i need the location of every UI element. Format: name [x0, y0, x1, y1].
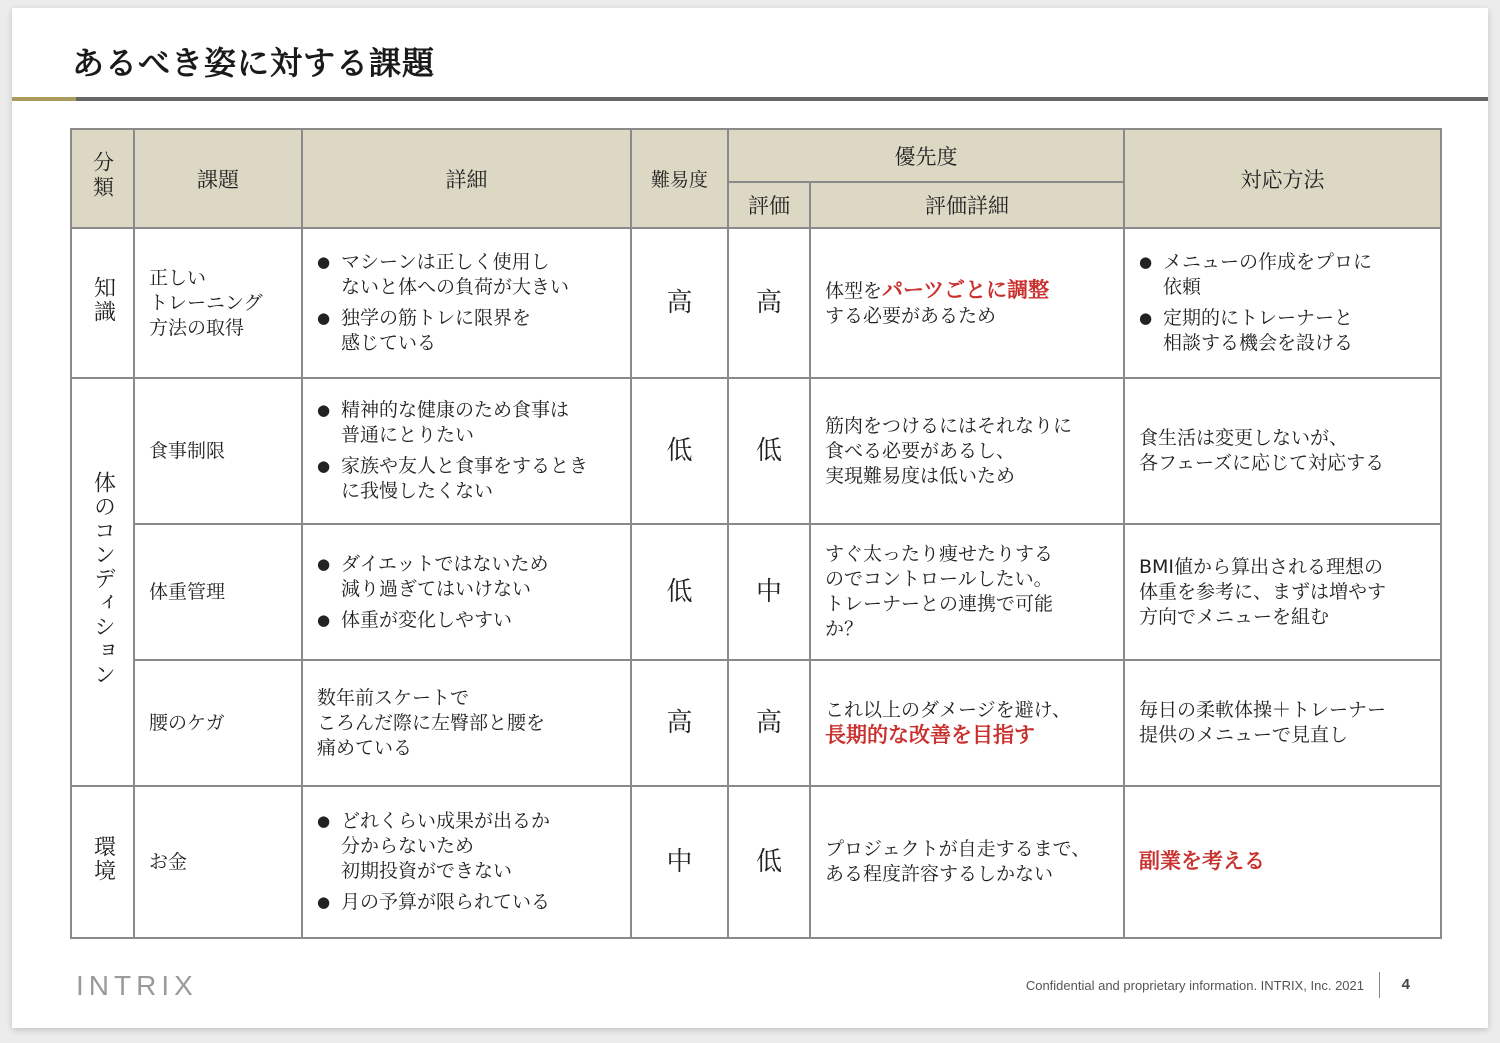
evaluation-cell: 低 — [728, 786, 810, 938]
difficulty-cell: 低 — [631, 524, 728, 660]
header-difficulty: 難易度 — [631, 129, 728, 228]
detail-bullet: ● 家族や友人と食事をするとき に我慢したくない — [317, 454, 620, 504]
issue-cell: 体重管理 — [134, 524, 302, 660]
solution-bullet: ● メニューの作成をプロに 依頼 — [1139, 250, 1430, 300]
evaluation-cell: 中 — [728, 524, 810, 660]
evaluation-cell: 高 — [728, 660, 810, 786]
difficulty-cell: 中 — [631, 786, 728, 938]
evaluation-cell: 低 — [728, 378, 810, 524]
footer-divider — [1379, 972, 1380, 998]
title-rule — [12, 97, 1488, 101]
header-evaluation: 評価 — [728, 182, 810, 228]
evaluation-detail-cell: すぐ太ったり痩せたりする のでコントロールしたい。 トレーナーとの連携で可能 か？ — [810, 524, 1124, 660]
detail-bullet: ● 体重が変化しやすい — [317, 608, 620, 633]
table-row — [71, 228, 1441, 378]
detail-cell — [302, 378, 631, 524]
detail-bullet: ● 独学の筋トレに限界を 感じている — [317, 306, 620, 356]
evaluation-cell: 高 — [728, 228, 810, 378]
page-number: 4 — [1401, 976, 1410, 993]
detail-bullet: ● どれくらい成果が出るか 分からないため 初期投資ができない — [317, 809, 620, 884]
detail-cell — [302, 228, 631, 378]
evaluation-detail-cell: 筋肉をつけるにはそれなりに 食べる必要があるし、 実現難易度は低いため — [810, 378, 1124, 524]
header-evaluation-detail: 評価詳細 — [810, 182, 1124, 228]
issue-cell: 腰のケガ — [134, 660, 302, 786]
title-rule-accent — [12, 97, 76, 101]
page-title: あるべき姿に対する課題 — [72, 44, 436, 82]
header-solution: 対応方法 — [1124, 129, 1441, 228]
table-row — [71, 660, 1441, 786]
category-cell: 体のコンディション — [71, 378, 134, 786]
detail-bullet: ● 精神的な健康のため食事は 普通にとりたい — [317, 398, 620, 448]
detail-cell — [302, 524, 631, 660]
table-row — [71, 786, 1441, 938]
difficulty-cell: 低 — [631, 378, 728, 524]
difficulty-cell: 高 — [631, 660, 728, 786]
header-row — [71, 129, 1441, 182]
issues-table — [70, 128, 1442, 939]
evaluation-detail-cell — [810, 228, 1124, 378]
category-cell: 知識 — [71, 228, 134, 378]
eval-detail-text: 体型を — [825, 279, 883, 302]
solution-bullet: ● 定期的にトレーナーと 相談する機会を設ける — [1139, 306, 1430, 356]
solution-cell — [1124, 228, 1441, 378]
table-row — [71, 378, 1441, 524]
detail-bullet: ● ダイエットではないため 減り過ぎてはいけない — [317, 552, 620, 602]
eval-detail-text: する必要があるため — [825, 304, 997, 327]
issue-cell: 食事制限 — [134, 378, 302, 524]
category-cell: 環境 — [71, 786, 134, 938]
solution-cell: BMI値から算出される理想の 体重を参考に、まずは増やす 方向でメニューを組む — [1124, 524, 1441, 660]
detail-bullet: ● マシーンは正しく使用し ないと体への負荷が大きい — [317, 250, 620, 300]
difficulty-cell: 高 — [631, 228, 728, 378]
detail-cell — [302, 786, 631, 938]
issue-cell: お金 — [134, 786, 302, 938]
header-category: 分類 — [71, 129, 134, 228]
solution-highlight: 副業を考える — [1139, 849, 1265, 873]
header-priority: 優先度 — [728, 129, 1124, 182]
eval-detail-highlight: 長期的な改善を目指す — [825, 722, 1035, 747]
confidential-notice: Confidential and proprietary information. INTRIX, Inc. 2021 — [1025, 978, 1364, 993]
detail-bullet: ● 月の予算が限られている — [317, 890, 620, 915]
header-issue: 課題 — [134, 129, 302, 228]
issue-cell: 正しい トレーニング 方法の取得 — [134, 228, 302, 378]
solution-cell — [1124, 786, 1441, 938]
eval-detail-highlight: パーツごとに調整 — [882, 277, 1050, 302]
detail-cell: 数年前スケートで ころんだ際に左臀部と腰を 痛めている — [302, 660, 631, 786]
header-detail: 詳細 — [302, 129, 631, 228]
slide — [12, 8, 1488, 1028]
table-row — [71, 524, 1441, 660]
evaluation-detail-cell — [810, 660, 1124, 786]
intrix-logo: INTRIX — [76, 970, 198, 1001]
solution-cell: 毎日の柔軟体操＋トレーナー 提供のメニューで見直し — [1124, 660, 1441, 786]
evaluation-detail-cell: プロジェクトが自走するまで、 ある程度許容するしかない — [810, 786, 1124, 938]
eval-detail-text: これ以上のダメージを避け、 — [825, 698, 1071, 721]
solution-cell: 食生活は変更しないが、 各フェーズに応じて対応する — [1124, 378, 1441, 524]
